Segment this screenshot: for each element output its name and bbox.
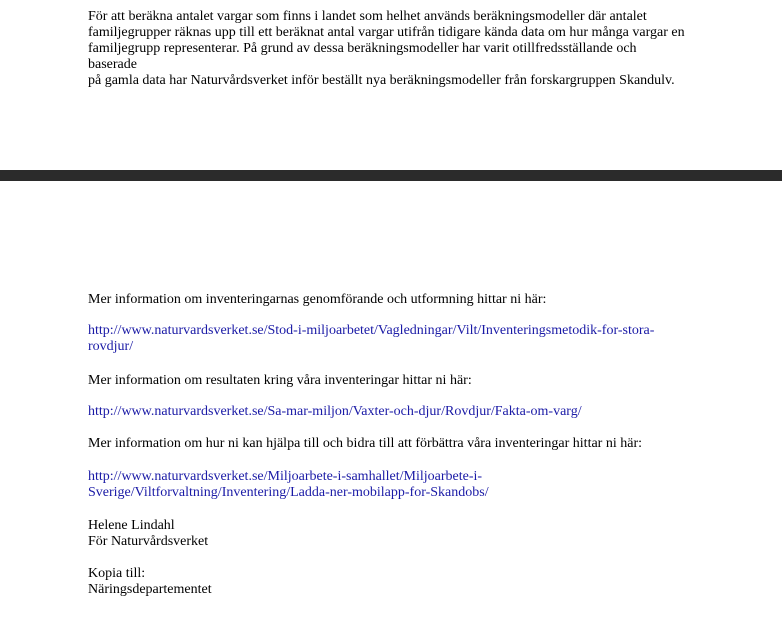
- page-divider: [0, 170, 782, 181]
- document-page-bottom: [0, 181, 782, 617]
- copy-to-recipient: Näringsdepartementet: [88, 582, 212, 597]
- link-paragraph-wolf-facts: [88, 404, 688, 420]
- link-paragraph-inventory-method: [88, 323, 688, 355]
- copy-to-label: Kopia till:: [88, 566, 146, 581]
- link-paragraph-skandobs-app: [88, 469, 688, 501]
- info-text-help: Mer information om hur ni kan hjälpa till och bidra till att förbättra våra inventeringar hittar ni här:: [88, 436, 642, 451]
- signature-name: Helene Lindahl: [88, 518, 175, 533]
- signature-organization: För Naturvårdsverket: [88, 534, 209, 549]
- link-skandobs-app[interactable]: http://www.naturvardsverket.se/Miljoarbete-i-samhallet/Miljoarbete-i- Sverige/Viltforvaltning/Inventering/Ladda-ner-mobilapp-for-Skandobs/: [88, 469, 489, 500]
- link-wolf-facts[interactable]: http://www.naturvardsverket.se/Sa-mar-miljon/Vaxter-och-djur/Rovdjur/Fakta-om-varg/: [88, 404, 582, 419]
- info-text-implementation: Mer information om inventeringarnas genomförande och utformning hittar ni här:: [88, 292, 547, 307]
- info-text-results: Mer information om resultaten kring våra inventeringar hittar ni här:: [88, 373, 472, 388]
- body-paragraph: För att beräkna antalet vargar som finns i landet som helhet används beräkningsmodeller där antalet familjegrupper räknas upp till ett beräknat antal vargar utifrån tidigare kända data om hur många vargar en familjegrupp representerar. På grund av dessa beräkningsmodeller har varit otillfredsställande och baserade på gamla data har Naturvårdsverket inför beställt nya beräkningsmodeller från forskargruppen Skandulv.: [88, 9, 685, 88]
- link-inventory-method[interactable]: http://www.naturvardsverket.se/Stod-i-miljoarbetet/Vagledningar/Vilt/Inventeringsmetodik-for-stora- rovdjur/: [88, 323, 655, 354]
